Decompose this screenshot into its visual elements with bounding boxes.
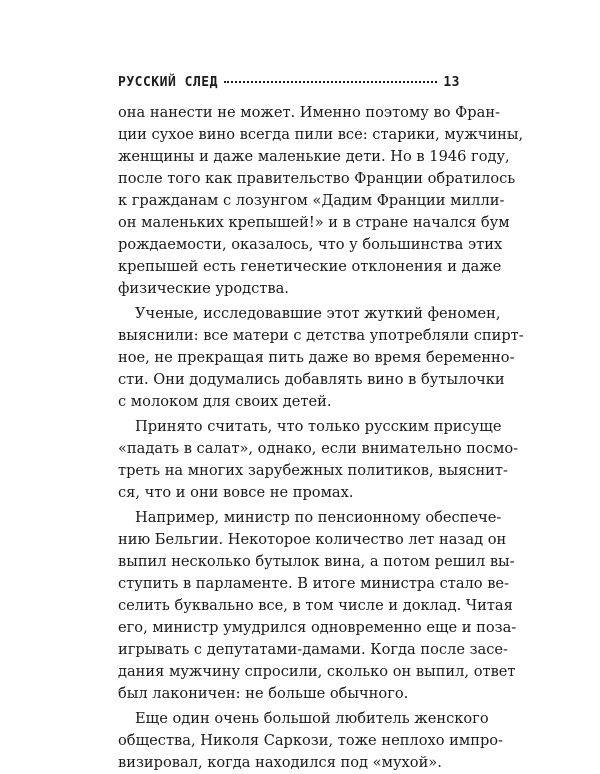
paragraph-2 bbox=[118, 303, 524, 413]
page-number: 13 bbox=[443, 75, 460, 90]
paragraph-4 bbox=[118, 507, 517, 705]
body-text bbox=[118, 102, 524, 774]
text-line: Принято считать, что только русским присуще bbox=[135, 418, 502, 435]
text-line: после того как правительство Франции обратилось bbox=[118, 170, 516, 187]
text-line: выяснили: все матери с детства употребляли спирт- bbox=[118, 327, 524, 344]
text-line: ции сухое вино всегда пили все: старики, мужчины, bbox=[118, 126, 524, 143]
running-title: РУССКИЙ СЛЕД bbox=[118, 75, 218, 90]
text-line: физические уродства. bbox=[118, 280, 289, 297]
text-line: женщины и даже маленькие дети. Но в 1946 году, bbox=[118, 148, 510, 165]
text-line: общества, Николя Саркози, тоже неплохо импро- bbox=[118, 732, 504, 749]
text-line: крепышей есть генетические отклонения и даже bbox=[118, 258, 502, 275]
text-line: нию Бельгии. Некоторое количество лет назад он bbox=[118, 531, 507, 548]
text-line: Ученые, исследовавшие этот жуткий феномен, bbox=[135, 305, 501, 322]
text-line: дания мужчину спросили, сколько он выпил, ответ bbox=[118, 663, 516, 680]
text-line: ся, что и они вовсе не промах. bbox=[118, 484, 354, 501]
text-line: визировал, когда находился под «мухой». bbox=[118, 754, 442, 771]
running-head bbox=[118, 75, 460, 95]
text-line: выпил несколько бутылок вина, а потом решил вы- bbox=[118, 553, 515, 570]
text-line: к гражданам с лозунгом «Дадим Франции милли- bbox=[118, 192, 505, 209]
paragraph-1 bbox=[118, 102, 524, 300]
paragraph-5 bbox=[118, 708, 504, 774]
text-line: треть на многих зарубежных политиков, выяснит- bbox=[118, 462, 508, 479]
text-line: с молоком для своих детей. bbox=[118, 393, 332, 410]
leader-dots bbox=[224, 81, 437, 83]
text-line: Например, министр по пенсионному обеспече- bbox=[135, 509, 502, 526]
text-line: его, министр умудрился одновременно еще и поза- bbox=[118, 619, 517, 636]
text-line: «падать в салат», однако, если внимательно посмо- bbox=[118, 440, 519, 457]
text-line: рождаемости, оказалось, что у большинства этих bbox=[118, 236, 503, 253]
text-line: был лаконичен: не больше обычного. bbox=[118, 685, 409, 702]
paragraph-3 bbox=[118, 416, 519, 504]
text-line: ное, не прекращая пить даже во время беременно- bbox=[118, 349, 515, 366]
text-line: он маленьких крепышей!» и в стране начался бум bbox=[118, 214, 510, 231]
text-line: игрывать с депутатами-дамами. Когда после засе- bbox=[118, 641, 508, 658]
text-line: ступить в парламенте. В итоге министра стало ве- bbox=[118, 575, 510, 592]
text-line: Еще один очень большой любитель женского bbox=[135, 710, 489, 727]
text-line: сти. Они додумались добавлять вино в бутылочки bbox=[118, 371, 505, 388]
text-line: она нанести не может. Именно поэтому во Фран- bbox=[118, 104, 500, 121]
text-line: селить буквально все, в том числе и доклад. Читая bbox=[118, 597, 513, 614]
